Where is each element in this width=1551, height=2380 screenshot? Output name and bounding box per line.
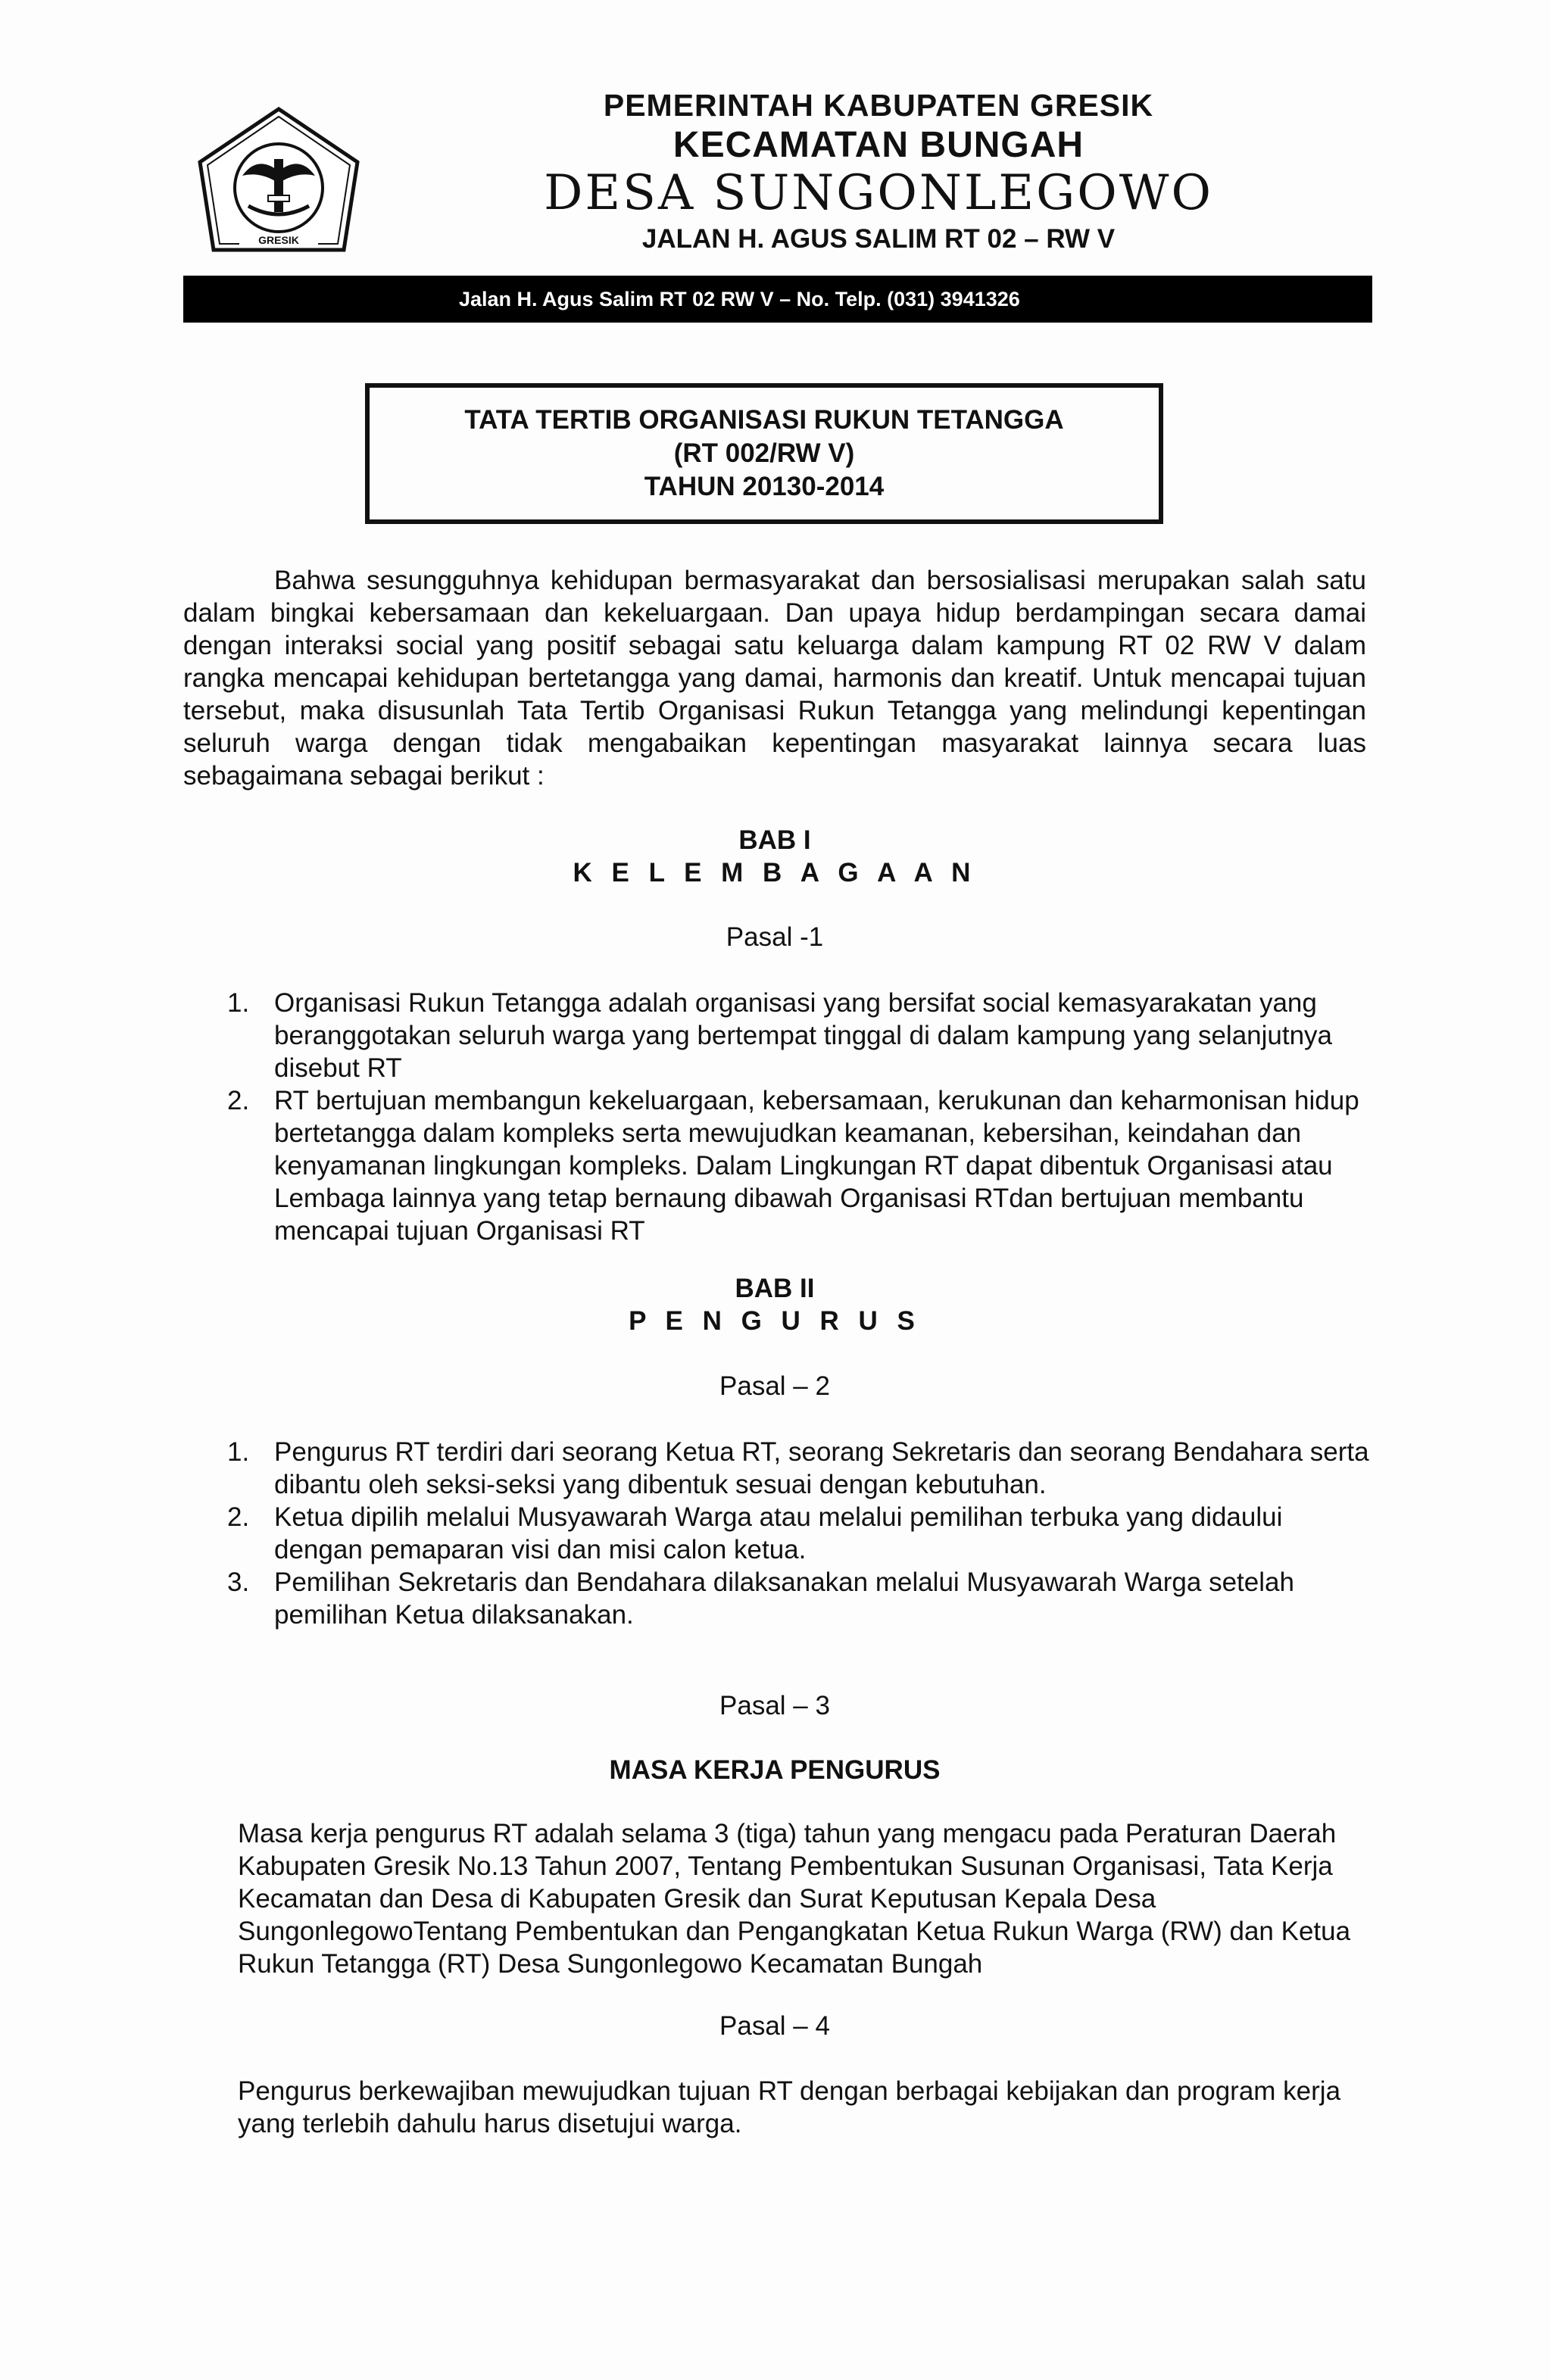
document-subtitle: (RT 002/RW V) <box>673 438 855 468</box>
bab1-name: K E L E M B A G A A N <box>573 858 977 887</box>
document-period: TAHUN 20130-2014 <box>644 472 885 501</box>
document-title-box <box>365 383 1163 524</box>
bab2-heading: BAB II <box>735 1274 815 1303</box>
contact-bar-text: Jalan H. Agus Salim RT 02 RW V – No. Telp. (031) 3941326 <box>459 287 1020 310</box>
letterhead-government: PEMERINTAH KABUPATEN GRESIK <box>603 88 1154 123</box>
pasal3-text: Masa kerja pengurus RT adalah selama 3 (tiga) tahun yang mengacu pada Peraturan Daerah Kabupaten Gresik No.13 Tahun 2007, Tentang Pembentukan Susunan Organisasi, Tata Kerja Kecamatan dan Desa di Kabupaten Gresik dan Surat Keputusan Kepala Desa SungonlegowoTentang Pembentukan dan Pengangkatan Ketua Rukun Warga (RW) dan Ketua Rukun Tetangga (RT) Desa Sungonlegowo Kecamatan Bungah <box>238 1819 1351 1979</box>
list-item <box>227 1084 1371 1247</box>
list-item-text: Ketua dipilih melalui Musyawarah Warga atau melalui pemilihan terbuka yang didaului dengan pemaparan visi dan misi calon ketua. <box>274 1502 1283 1564</box>
list-item-text: RT bertujuan membangun kekeluargaan, kebersamaan, kerukunan dan keharmonisan hidup bertetangga dalam kompleks serta mewujudkan keamanan, kebersihan, keindahan dan kenyamanan lingkungan kompleks. Dalam Lingkungan RT dapat dibentuk Organisasi atau Lembaga lainnya yang tetap bernaung dibawah Organisasi RTdan bertujuan membantu mencapai tujuan Organisasi RT <box>274 1086 1359 1246</box>
pasal4-text: Pengurus berkewajiban mewujudkan tujuan RT dengan berbagai kebijakan dan program kerja yang terlebih dahulu harus disetujui warga. <box>238 2076 1341 2138</box>
letterhead-village: DESA SUNGONLEGOWO <box>544 165 1213 221</box>
list-item-number: 3. <box>227 1567 250 1597</box>
list-item-number: 1. <box>227 1437 250 1467</box>
list-item <box>227 1566 1371 1631</box>
letterhead-district: KECAMATAN BUNGAH <box>673 125 1084 165</box>
bab2-name: P E N G U R U S <box>629 1306 921 1336</box>
list-item-number: 2. <box>227 1086 250 1115</box>
pasal1-label: Pasal -1 <box>726 922 824 952</box>
list-item-number: 2. <box>227 1502 250 1532</box>
regency-emblem-logo <box>195 106 362 257</box>
bab1-heading: BAB I <box>738 825 811 855</box>
pasal3-label: Pasal – 3 <box>719 1691 830 1720</box>
intro-paragraph: Bahwa sesungguhnya kehidupan bermasyarakat dan bersosialisasi merupakan salah satu dalam bingkai kebersamaan dan kekeluargaan. Dan upaya hidup berdampingan secara damai dengan interaksi social yang positif sebagai satu keluarga dalam kampung RT 02 RW V dalam rangka mencapai kehidupan bertetangga yang damai, harmonis dan kreatif. Untuk mencapai tujuan tersebut, maka disusunlah Tata Tertib Organisasi Rukun Tetangga yang melindungi kepentingan seluruh warga dengan tidak mengabaikan kepentingan masyarakat lainnya secara luas sebagaimana sebagai berikut : <box>183 566 1366 791</box>
list-item <box>227 987 1371 1084</box>
list-item-text: Pengurus RT terdiri dari seorang Ketua RT, seorang Sekretaris dan seorang Bendahara serta dibantu oleh seksi-seksi yang dibentuk sesuai dengan kebutuhan. <box>274 1437 1369 1499</box>
pasal2-list <box>227 1436 1371 1631</box>
list-item-text: Pemilihan Sekretaris dan Bendahara dilaksanakan melalui Musyawarah Warga setelah pemilihan Ketua dilaksanakan. <box>274 1567 1294 1630</box>
list-item <box>227 1436 1371 1501</box>
pasal3-heading: MASA KERJA PENGURUS <box>609 1755 941 1785</box>
document-title: TATA TERTIB ORGANISASI RUKUN TETANGGA <box>464 405 1064 435</box>
list-item <box>227 1501 1371 1566</box>
contact-bar <box>183 276 1372 323</box>
pasal1-list <box>227 987 1371 1247</box>
list-item-text: Organisasi Rukun Tetangga adalah organisasi yang bersifat social kemasyarakatan yang beranggotakan seluruh warga yang bertempat tinggal di dalam kampung yang selanjutnya disebut RT <box>274 988 1333 1083</box>
letterhead-address: JALAN H. AGUS SALIM RT 02 – RW V <box>641 224 1116 254</box>
logo-caption: GRESIK <box>258 234 299 246</box>
pasal2-label: Pasal – 2 <box>719 1371 830 1401</box>
pasal4-label: Pasal – 4 <box>719 2011 830 2041</box>
list-item-number: 1. <box>227 988 250 1018</box>
